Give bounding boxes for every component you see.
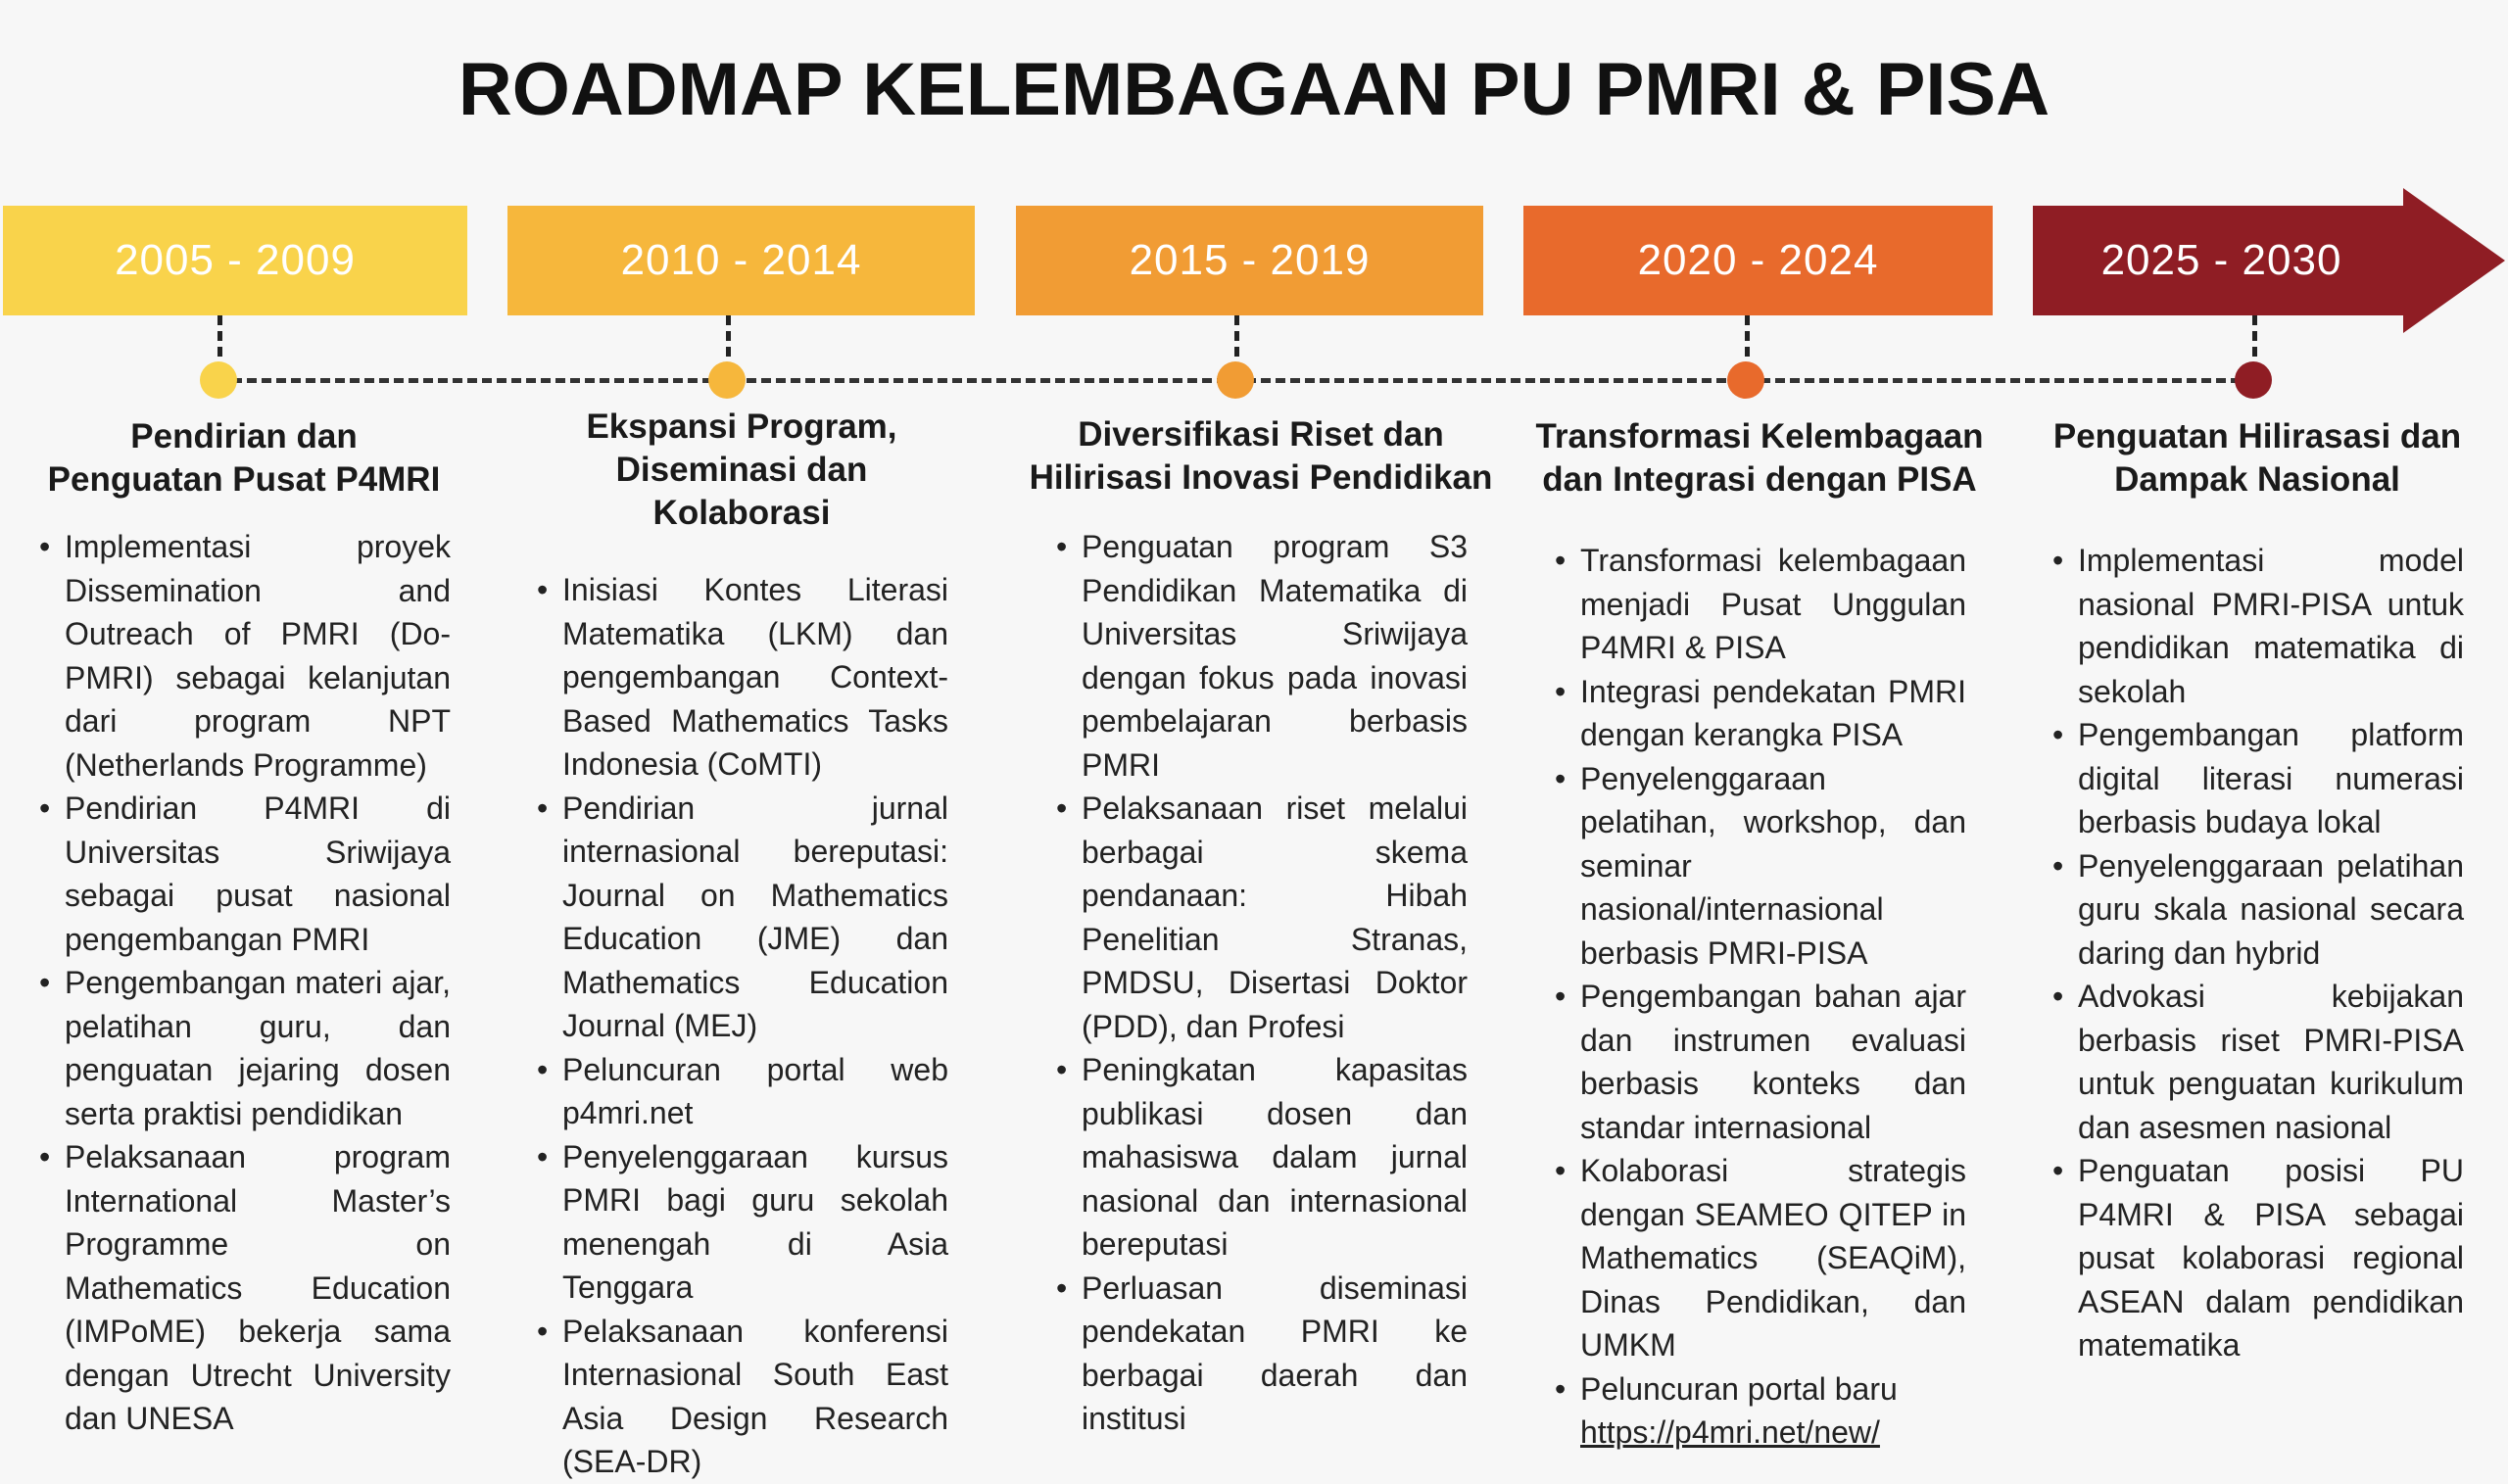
phase-heading: Diversifikasi Riset dan Hilirisasi Inovasi Pendidikan bbox=[1029, 415, 1493, 497]
phase-banner-3 bbox=[1016, 206, 1483, 315]
list-item-text: Peluncuran portal baru bbox=[1580, 1370, 1898, 1407]
list-item: • Penyelenggaraan pelatihan guru skala nasional secara daring dan hybrid bbox=[2050, 844, 2464, 976]
list-item: • Penguatan posisi PU P4MRI & PISA sebagai pusat kolaborasi regional ASEAN dalam pendidikan matematika bbox=[2050, 1149, 2464, 1367]
list-item bbox=[1553, 1367, 1966, 1455]
list-item: • Transformasi kelembagaan menjadi Pusat Unggulan P4MRI & PISA bbox=[1553, 539, 1966, 670]
list-item: • Pelaksanaan konferensi Internasional South East Asia Design Research (SEA-DR) bbox=[535, 1310, 948, 1484]
timeline-dot-5 bbox=[2235, 361, 2272, 399]
list-item: • Implementasi proyek Dissemination and Outreach of PMRI (Do-PMRI) sebagai kelanjutan dari program NPT (Netherlands Programme) bbox=[37, 525, 451, 787]
phase-column-4 bbox=[1535, 415, 1984, 1455]
list-item: • Pendirian jurnal internasional bereputasi: Journal on Mathematics Education (JME) dan Mathematics Education Journal (MEJ) bbox=[535, 787, 948, 1048]
list-item: • Integrasi pendekatan PMRI dengan kerangka PISA bbox=[1553, 670, 1966, 757]
list-item: • Penguatan program S3 Pendidikan Matematika di Universitas Sriwijaya dengan fokus pada inovasi pembelajaran berbasis PMRI bbox=[1054, 525, 1468, 787]
phase-years: 2025 - 2030 bbox=[2100, 236, 2342, 284]
portal-link[interactable]: https://p4mri.net/new/ bbox=[1580, 1414, 1880, 1450]
phase-banner-1 bbox=[3, 206, 467, 315]
phase-banner-5 bbox=[2033, 206, 2410, 315]
list-item: • Perluasan diseminasi pendekatan PMRI ke berbagai daerah dan institusi bbox=[1054, 1267, 1468, 1441]
phase-item-list bbox=[1553, 539, 1966, 1455]
phase-item-list bbox=[1054, 525, 1468, 1441]
list-item: • Pengembangan materi ajar, pelatihan guru, dan penguatan jejaring dosen serta praktisi pendidikan bbox=[37, 961, 451, 1135]
phase-heading: Penguatan Hilirasasi dan Dampak Nasional bbox=[2052, 417, 2462, 499]
page-title: ROADMAP KELEMBAGAAN PU PMRI & PISA bbox=[458, 48, 2050, 131]
phase-years: 2005 - 2009 bbox=[115, 236, 356, 284]
phase-column-2 bbox=[535, 406, 948, 1484]
timeline-dot-1 bbox=[200, 361, 237, 399]
phase-column-1 bbox=[37, 415, 451, 1441]
phase-years: 2020 - 2024 bbox=[1637, 236, 1879, 284]
list-item: • Kolaborasi strategis dengan SEAMEO QITEP in Mathematics (SEAQiM), Dinas Pendidikan, dan UMKM bbox=[1553, 1149, 1966, 1367]
list-item: • Peluncuran portal web p4mri.net bbox=[535, 1048, 948, 1135]
timeline-dot-3 bbox=[1217, 361, 1254, 399]
phase-heading: Ekspansi Program, Diseminasi dan Kolaborasi bbox=[586, 407, 897, 532]
list-item: • Peningkatan kapasitas publikasi dosen dan mahasiswa dalam jurnal nasional dan internasional bereputasi bbox=[1054, 1048, 1468, 1267]
list-item: • Advokasi kebijakan berbasis riset PMRI-PISA untuk penguatan kurikulum dan asesmen nasional bbox=[2050, 975, 2464, 1149]
phase-item-list bbox=[535, 568, 948, 1484]
list-item: • Pendirian P4MRI di Universitas Sriwijaya sebagai pusat nasional pengembangan PMRI bbox=[37, 787, 451, 961]
phase-years: 2015 - 2019 bbox=[1129, 236, 1371, 284]
list-item: • Pengembangan platform digital literasi numerasi berbasis budaya lokal bbox=[2050, 713, 2464, 844]
timeline-dot-2 bbox=[708, 361, 746, 399]
phase-heading: Pendirian dan Penguatan Pusat P4MRI bbox=[47, 417, 441, 499]
phase-banner-2 bbox=[507, 206, 975, 315]
list-item: • Pengembangan bahan ajar dan instrumen evaluasi berbasis konteks dan standar internasional bbox=[1553, 975, 1966, 1149]
phase-column-3 bbox=[1029, 413, 1493, 1441]
list-item: • Pelaksanaan program International Master’s Programme on Mathematics Education (IMPoME) bekerja sama dengan Utrecht University dan UNESA bbox=[37, 1135, 451, 1441]
phase-column-5 bbox=[2050, 415, 2464, 1367]
list-item: • Pelaksanaan riset melalui berbagai skema pendanaan: Hibah Penelitian Stranas, PMDSU, Disertasi Doktor (PDD), dan Profesi bbox=[1054, 787, 1468, 1048]
list-item: • Implementasi model nasional PMRI-PISA untuk pendidikan matematika di sekolah bbox=[2050, 539, 2464, 713]
list-item: • Penyelenggaraan kursus PMRI bagi guru sekolah menengah di Asia Tenggara bbox=[535, 1135, 948, 1310]
list-item: • Penyelenggaraan pelatihan, workshop, dan seminar nasional/internasional berbasis PMRI-PISA bbox=[1553, 757, 1966, 976]
phase-banner-4 bbox=[1523, 206, 1993, 315]
phase-heading: Transformasi Kelembagaan dan Integrasi dengan PISA bbox=[1535, 417, 1984, 499]
phase-item-list bbox=[2050, 539, 2464, 1367]
phase-item-list bbox=[37, 525, 451, 1441]
phase-years: 2010 - 2014 bbox=[620, 236, 862, 284]
list-item: • Inisiasi Kontes Literasi Matematika (LKM) dan pengembangan Context-Based Mathematics Tasks Indonesia (CoMTI) bbox=[535, 568, 948, 787]
timeline-dot-4 bbox=[1727, 361, 1764, 399]
